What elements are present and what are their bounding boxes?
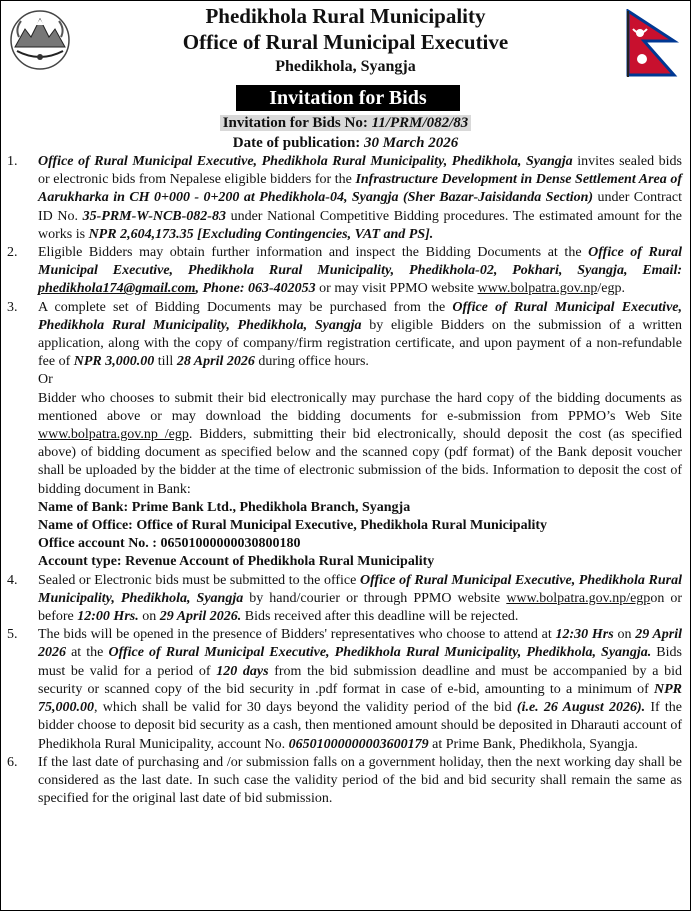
clause-6 [7,754,682,809]
clause-text [38,153,682,244]
text-span: under Contract ID No. [38,190,682,224]
text-span: on [613,627,636,643]
clause-text: If the last date of purchasing and /or submission falls on a government holiday, then the next working day shall be considered as the last date. In such case the validity period of the bid and bid security shall remain the same as specified for the original last date of bid submission. [38,754,682,807]
clause-text [38,244,682,299]
text-span: at the [66,645,109,661]
bid-reference-number: 11/PRM/082/83 [371,115,469,131]
clause-1 [7,153,682,244]
bank-name: Name of Bank: Prime Bank Ltd., Phedikhola Branch, Syangja [38,499,411,515]
text-span: If the bidder choose to deposit bid security as a cash, then mentioned amount should be deposited in Dharauti account of Phedikhola Rural Municipality, account No. [38,700,683,752]
submission-date: 29 April 2026. [159,609,242,625]
text-span: from the bid submission deadline and must be accompanied by a bid security or scanned copy of the bid security in .pdf format in case of e-bid, amounting to a minimum of [38,663,682,697]
clause-number: 6. [7,754,18,770]
account-type: Account type: Revenue Account of Phedikhola Rural Municipality [38,554,435,570]
text-span: invites sealed bids or electronic bids from Nepalese eligible bidders for the [38,154,682,188]
security-validity-date: (i.e. 26 August 2026). [516,700,646,716]
clause-number: 1. [7,154,18,169]
clause-text [38,299,682,572]
clause-text [38,626,682,753]
publication-date [1,134,690,152]
clause-text [38,572,682,627]
text-span: A complete set of Bidding Documents may be purchased from the [38,299,453,315]
clause-number: 3. [7,299,18,315]
text-span: The bids will be opened in the presence of Bidders' representatives who choose to attend at [38,627,556,643]
text-span: at Prime Bank, Phedikhola, Syangja. [428,736,638,752]
text-span: till [154,354,177,370]
office-ref: Office of Rural Municipal Executive, Phedikhola Rural Municipality, Phedikhola, Syangja [38,154,573,169]
validity-period: 120 days [216,663,269,679]
publication-date-value: 30 March 2026 [364,135,459,151]
clause-5 [7,626,682,753]
text-span: under National Competitive Bidding procedures. The estimated amount for the works is [38,208,682,242]
clause-number: 2. [7,245,18,261]
contract-id: 35-PRM-W-NCB-082-83 [82,208,226,224]
text-span: on [138,609,160,625]
municipality-name: Phedikhola Rural Municipality [205,4,486,28]
clause-4 [7,572,682,627]
office-name-line: Name of Office: Office of Rural Municipal Executive, Phedikhola Rural Municipality [38,518,548,534]
email-link[interactable]: phedikhola174@gmail.com [38,281,196,297]
text-span: Sealed or Electronic bids must be submitted to the office [38,572,360,588]
submission-time: 12:00 Hrs. [77,609,139,625]
ppmo-website-link[interactable]: www.bolpatra.gov.np/egp [506,590,651,606]
office-address: Office of Rural Municipal Executive, Phedikhola Rural Municipality, Phedikhola-02, Pokhari, Syangja, Email: [38,245,682,279]
or-separator: Or [38,372,53,388]
account-number: Office account No. : 06501000000030800180 [38,536,301,552]
office-name: Office of Rural Municipal Executive [182,30,509,54]
ppmo-website-link[interactable]: www.bolpatra.gov.np [477,281,598,297]
phone-number: , Phone: 063-402053 [195,281,316,297]
clause-number: 4. [7,572,18,588]
opening-time: 12:30 Hrs [555,627,614,643]
notice-body [7,153,682,808]
publication-date-label: Date of publication: [232,135,365,151]
bid-reference [1,114,690,132]
text-span: /egp. [597,281,625,297]
text-span: , which shall be valid for 30 days beyond the validity period of the bid [94,700,517,716]
estimated-amount: NPR 2,604,173.35 [Excluding Contingencies, VAT and PS]. [88,226,434,242]
clause-2 [7,244,682,299]
text-span: Bidder who chooses to submit their bid electronically may purchase the hard copy of the bidding documents as mentioned above or may download the bidding documents for e-submission from PPMO’s Web Site [38,390,682,424]
text-span: Bids received after this deadline will be rejected. [241,609,519,625]
purchase-paragraph [38,299,682,372]
text-span: by hand/courier or through PPMO website [243,590,507,606]
dharauti-account-number: 06501000000003600179 [288,736,429,752]
e-submission-paragraph [38,390,682,499]
office-ref: Office of Rural Municipal Executive, Phedikhola Rural Municipality, Phedikhola, Syangja. [108,645,652,661]
clause-3 [7,299,682,572]
text-span: Eligible Bidders may obtain further information and inspect the Bidding Documents at the [38,245,589,261]
purchase-deadline: 28 April 2026 [176,354,255,370]
text-span: Bids must be valid for a period of [38,645,682,679]
ppmo-website-link[interactable]: www.bolpatra.gov.np /egp [38,427,189,443]
bid-reference-label: Invitation for Bids No: [222,115,372,131]
text-span: during office hours. [254,354,369,370]
office-location: Phedikhola, Syangja [275,58,416,75]
text-span: by eligible Bidders on the submission of a written application, along with the copy of company/firm registration certificate, and upon payment of a non-refundable fee of [38,317,683,370]
bid-security-amount: NPR 75,000.00 [38,681,682,716]
document-fee: NPR 3,000.00 [73,354,155,370]
project-name: Infrastructure Development in Dense Settlement Area of Aarukharka in CH 0+000 - 0+200 at Phedikhola-04, Syangja (Sher Bazar-Jaisidanda Section) [38,172,682,206]
opening-date: 29 April 2026 [38,627,683,661]
office-ref: Office of Rural Municipal Executive, Phedikhola Rural Municipality, Phedikhola, Syangja [38,572,682,606]
text-span: on or before [38,590,683,625]
text-span: or may visit PPMO website [315,281,478,297]
text-span: . Bidders, submitting their bid electronically, should deposit the cost (as specified above) of bidding document as specified below and the scanned copy (pdf format) of the Bank deposit voucher shall be uploaded by the bidder at the time of electronic submission of the bids. Information to deposit the cost of bidding document in Bank: [38,427,682,497]
clause-number: 5. [7,627,18,643]
office-ref: Office of Rural Municipal Executive, Phedikhola Rural Municipality, Phedikhola, Syangja [38,299,682,333]
notice-title-banner: Invitation for Bids [236,85,460,111]
